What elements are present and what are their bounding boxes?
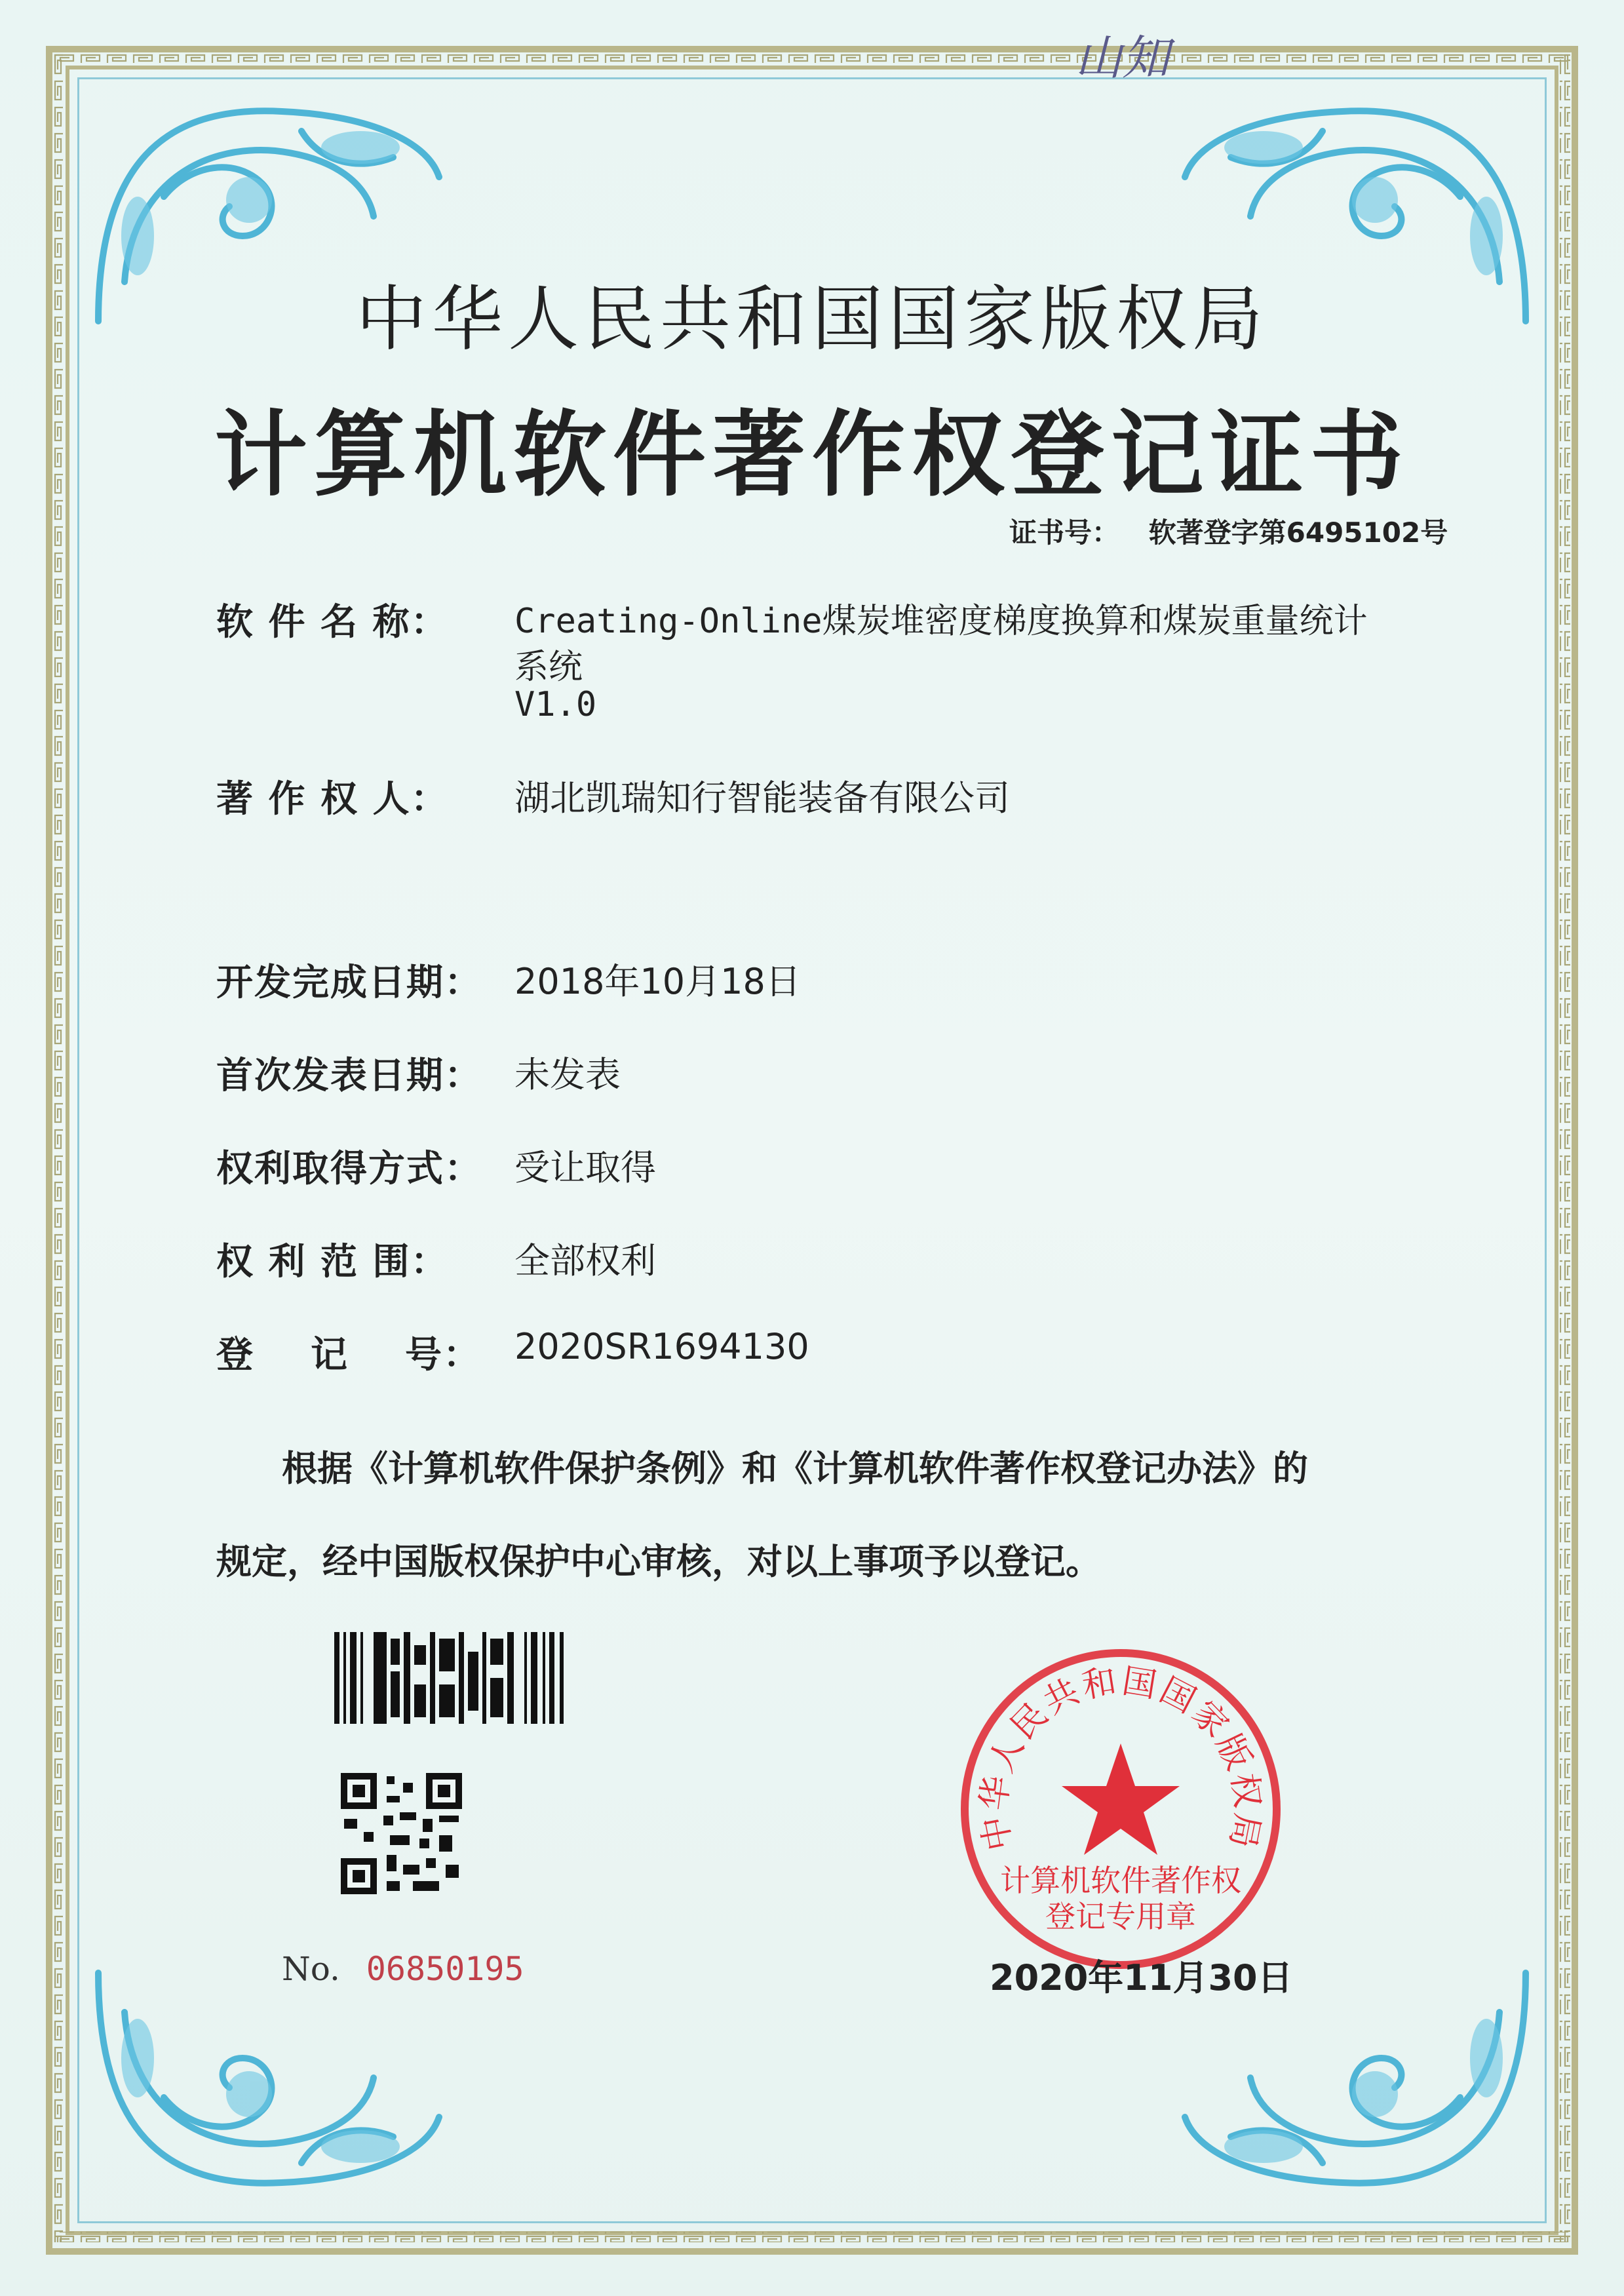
dev-date-value: 2018年10月18日 (514, 961, 801, 1002)
software-name-label: 软 件 名 称： (216, 601, 449, 644)
qr-code-image (341, 1773, 462, 1894)
software-version: V1.0 (514, 685, 597, 724)
acquisition-method-label: 权利取得方式： (216, 1148, 482, 1190)
serial-number (282, 1950, 524, 1988)
first-publication-label: 首次发表日期： (216, 1055, 482, 1097)
certificate-number-label: 证书号： (1009, 516, 1120, 549)
seal-line-1: 计算机软件著作权 (1000, 1863, 1241, 1898)
statement-line-1: 根据《计算机软件保护条例》和《计算机软件著作权登记办法》的 (282, 1448, 1308, 1489)
serial-prefix: No. (282, 1950, 340, 1988)
official-seal (950, 1639, 1291, 1979)
registration-number-value: 2020SR1694130 (514, 1326, 809, 1367)
seal-ring-text: 中华人民共和国国家版权局 (974, 1661, 1267, 1854)
barcode-image (334, 1632, 567, 1724)
issuing-authority: 中华人民共和国国家版权局 (355, 279, 1268, 360)
seal-star-icon (1062, 1743, 1180, 1855)
acquisition-method-value: 受让取得 (514, 1147, 656, 1188)
first-publication-value: 未发表 (514, 1054, 621, 1095)
handwritten-annotation: 山知 (1075, 30, 1170, 85)
software-name-line1: Creating-Online煤炭堆密度梯度换算和煤炭重量统计 (514, 602, 1368, 641)
seal-line-2: 登记专用章 (1045, 1899, 1196, 1934)
rights-scope-label: 权 利 范 围： (216, 1241, 449, 1283)
copyright-owner-label: 著 作 权 人： (216, 778, 449, 821)
statement-line-2: 规定，经中国版权保护中心审核，对以上事项予以登记。 (216, 1541, 1101, 1582)
issue-date: 2020年11月30日 (990, 1957, 1293, 1998)
certificate-number-value: 软著登字第6495102号 (1148, 516, 1448, 549)
copyright-owner-value: 湖北凯瑞知行智能装备有限公司 (514, 777, 1010, 819)
serial-value: 06850195 (366, 1950, 524, 1988)
certificate-number (1009, 511, 1448, 551)
software-name-line2: 系统 (514, 648, 583, 687)
rights-scope-value: 全部权利 (514, 1240, 656, 1281)
registration-number-label: 登 记 号： (216, 1334, 481, 1376)
dev-date-label: 开发完成日期： (216, 962, 482, 1004)
ornament-bottom-left (85, 1960, 452, 2209)
certificate-title: 计算机软件著作权登记证书 (214, 400, 1410, 509)
